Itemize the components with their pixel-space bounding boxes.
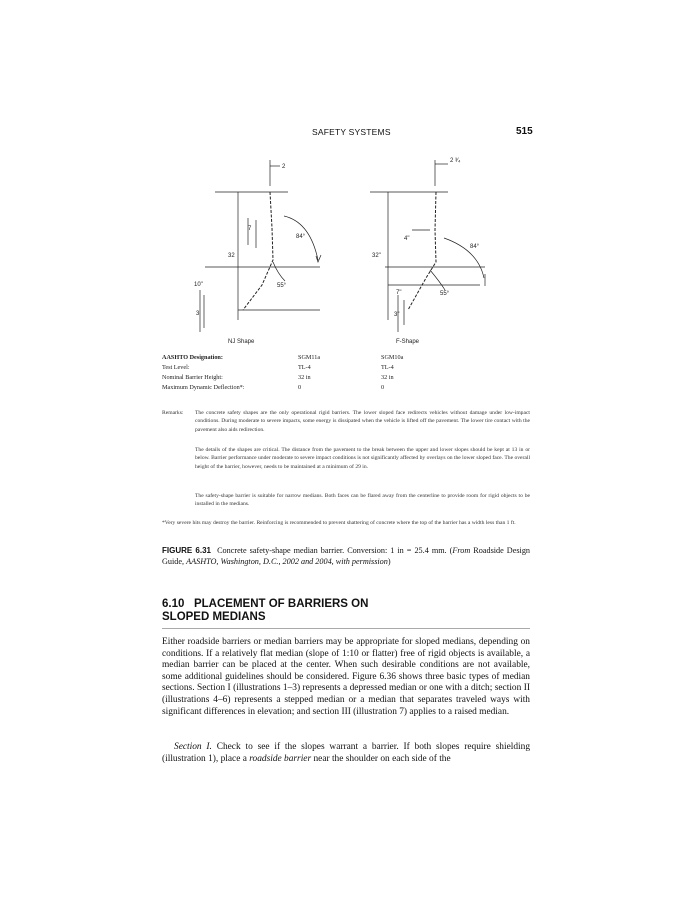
spec-nj: TL-4 <box>298 364 311 371</box>
spec-nj: SGM11a <box>298 354 321 361</box>
body-paragraph-2: Section I. Check to see if the slopes warrant a barrier. If both slopes require shielding (illustration 1), place a roadside barrier near the shoulder on each side of the <box>162 742 531 764</box>
nj-profile <box>243 192 273 310</box>
section-number: 6.10 <box>162 598 185 610</box>
barrier-figure <box>160 150 530 350</box>
nj-upper-angle: 84° <box>296 234 306 240</box>
section-rule <box>162 628 530 629</box>
remarks-label: Remarks: <box>162 410 184 416</box>
f-base-height: 3" <box>394 312 400 318</box>
f-shape-label: F-Shape <box>396 339 420 345</box>
spec-f: 0 <box>381 384 385 391</box>
spec-f: 32 in <box>381 374 394 381</box>
f-lower-angle: 55° <box>440 291 450 297</box>
nj-top-offset: 2 <box>282 164 286 170</box>
spec-label: AASHTO Designation: <box>162 354 223 361</box>
nj-lower-angle: 55° <box>277 283 287 289</box>
spec-nj: 32 in <box>298 374 311 381</box>
spec-nj: 0 <box>298 384 302 391</box>
spec-row <box>162 353 542 363</box>
section-title: PLACEMENT OF BARRIERS ON <box>193 598 369 610</box>
spec-label: Test Level: <box>162 364 190 371</box>
section-title-2: SLOPED MEDIANS <box>162 611 266 623</box>
figure-caption: FIGURE 6.31 Concrete safety-shape median barrier. Conversion: 1 in = 25.4 mm. (From Roadside Design Guide, AASHTO, Washington, D.C., 2002 and 2004, with permission) <box>162 546 531 566</box>
section-heading <box>162 598 368 624</box>
spec-row <box>162 383 542 393</box>
spec-f: SGM10a <box>381 354 404 361</box>
nj-upper-height: 32 <box>228 253 235 259</box>
f-lower-height: 7" <box>396 290 402 296</box>
f-mid-height: 4" <box>404 236 410 242</box>
nj-mid-height: 7 <box>248 226 252 232</box>
spec-row <box>162 373 542 383</box>
spec-f: TL-4 <box>381 364 394 371</box>
body-paragraph-1: Either roadside barriers or median barriers may be appropriate for sloped medians, depending on conditions. If a relatively flat median (slope of 1:10 or flatter) free of rigid objects is available, a median barrier can be placed at the center. When such desirable conditions are not available, some additional guidelines should be considered. Figure 6.36 shows three basic types of median sections. Section I (illustrations 1–3) represents a depressed median or one with a ditch; section II (illustrations 4–6) represents a stepped median or a median that separates traveled ways with significant differences in elevation; and section III (illustration 7) applies to a raised median. <box>162 637 530 717</box>
remarks-footnote: *Very severe hits may destroy the barrier. Reinforcing is recommended to prevent shattering of concrete where the top of the barrier has a width less than 1 ft. <box>162 520 516 526</box>
spec-label: Nominal Barrier Height: <box>162 374 223 381</box>
nj-shape-label: NJ Shape <box>228 339 255 345</box>
f-top-offset: 2 ³⁄₄ <box>450 158 461 164</box>
page-number: 515 <box>516 126 533 137</box>
spec-label: Maximum Dynamic Deflection*: <box>162 384 245 391</box>
nj-lower-height: 10" <box>194 282 203 288</box>
remarks-p2: The details of the shapes are critical. The distance from the pavement to the break between the upper and lower slopes should be kept at 13 in or below. Barrier performance under moderate to severe impact conditions is not significantly affected by overlays on the lower sloped face. The overall height of the barrier, however, needs to be maintained at a minimum of 29 in. <box>195 447 530 470</box>
section-i-lead: Section I. <box>174 742 212 752</box>
figure-label: FIGURE 6.31 <box>162 546 212 555</box>
remarks-p3: The safety-shape barrier is suitable for narrow medians. Both faces can be flared away from the centerline to provide room for rigid objects to be installed in the medians. <box>195 493 530 508</box>
spec-row <box>162 363 542 373</box>
f-upper-height: 32" <box>372 253 381 259</box>
remarks-p1: The concrete safety shapes are the only operational rigid barriers. The lower sloped face redirects vehicles without damage under low-impact conditions. During moderate to severe impacts, some energy is dissipated when the vehicle is lifted off the pavement. The lower tire contact with the pavement also aids redirection. <box>195 410 530 433</box>
running-header: SAFETY SYSTEMS <box>312 127 391 137</box>
f-upper-angle: 84° <box>470 244 480 250</box>
spec-table <box>162 353 542 393</box>
nj-base-height: 3 <box>196 311 200 317</box>
f-profile <box>408 192 436 310</box>
